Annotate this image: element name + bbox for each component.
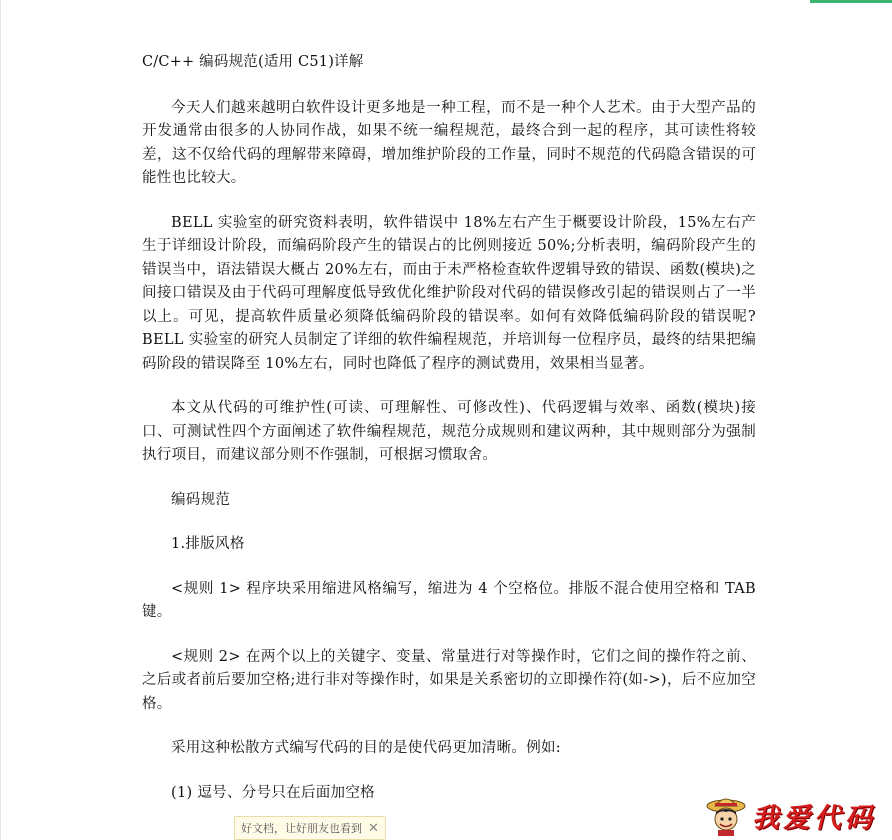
paragraph-bell-lab: BELL 实验室的研究资料表明，软件错误中 18%左右产生于概要设计阶段，15%左右产生于详细设计阶段，而编码阶段产生的错误占的比例则接近 50%;分析表明，编码阶段产生的错误当中，语法错误大概占 20%左右，而由于未严格检查软件逻辑导致的错误、函数(模块)之间接口错误及由于代码可理解度低导致优化维护阶段对代码的错误修改引起的错误则占了一半以上。可见，提高软件质量必须降低编码阶段的错误率。如何有效降低编码阶段的错误呢?BELL 实验室的研究人员制定了详细的软件编程规范，并培训每一位程序员，最终的结果把编码阶段的错误降至 10%左右，同时也降低了程序的测试费用，效果相当显著。 [142,214,756,372]
section-heading-layout-style: 1.排版风格 [171,536,245,552]
paragraph-item-1: (1) 逗号、分号只在后面加空格 [171,784,375,801]
straw-hat-logo-icon [706,794,746,836]
document-title: C/C++ 编码规范(适用 C51)详解 [142,54,364,70]
paragraph-rule-2: <规则 2> 在两个以上的关键字、变量、常量进行对等操作时，它们之间的操作符之前、之后或者前后要加空格;进行非对等操作时，如果是关系密切的立即操作符(如->)，后不应加空格。 [142,648,756,712]
close-icon[interactable]: ✕ [368,820,379,836]
paragraph-scope: 本文从代码的可维护性(可读、可理解性、可修改性)、代码逻辑与效率、函数(模块)接口、可测试性四个方面阐述了软件编程规范，规范分成规则和建议两种，其中规则部分为强制执行项目，而建议部分则不作强制，可根据习惯取舍。 [142,400,756,463]
watermark-text: 我爱代码 [752,802,876,834]
share-banner[interactable] [234,816,386,840]
section-heading-coding-standard: 编码规范 [171,491,231,508]
top-accent-bar [810,0,892,3]
paragraph-intro: 今天人们越来越明白软件设计更多地是一种工程，而不是一种个人艺术。由于大型产品的开发通常由很多的人协同作战，如果不统一编程规范，最终合到一起的程序，其可读性将较差，这不仅给代码的理解带来障碍，增加维护阶段的工作量，同时不规范的代码隐含错误的可能性也比较大。 [142,99,756,186]
share-banner-text: 好文档，让好朋友也看到 [241,822,362,835]
paragraph-example-intro: 采用这种松散方式编写代码的目的是使代码更加清晰。例如: [171,740,561,756]
document-body [142,51,756,826]
site-watermark [706,794,876,836]
paragraph-rule-1: <规则 1> 程序块采用缩进风格编写，缩进为 4 个空格位。排版不混合使用空格和 TAB 键。 [142,580,756,620]
